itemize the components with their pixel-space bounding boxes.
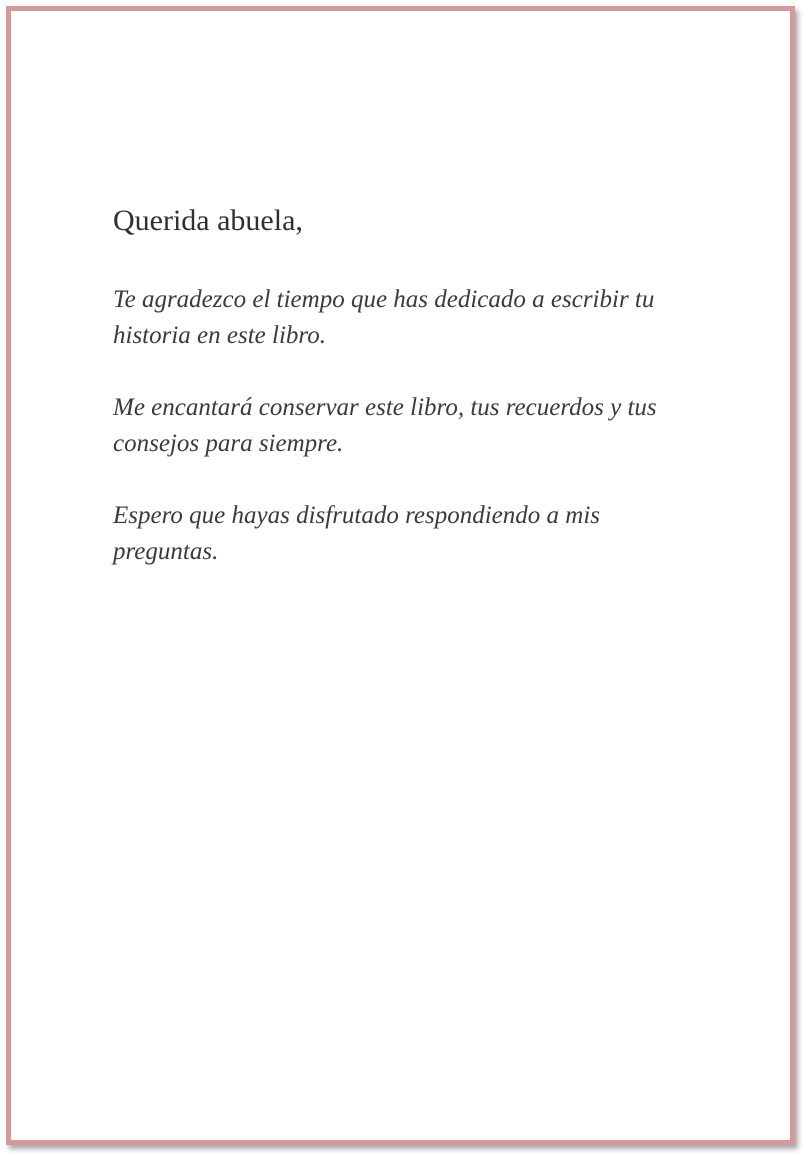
letter-paragraph-1: Te agradezco el tiempo que has dedicado a escribir tu historia en este libro.: [113, 286, 655, 349]
book-page: [6, 6, 795, 1145]
letter-body: [113, 204, 693, 570]
letter-paragraph-3: Espero que hayas disfrutado respondiendo a mis preguntas.: [113, 502, 601, 565]
letter-paragraph-2: Me encantará conservar este libro, tus recuerdos y tus consejos para siempre.: [113, 394, 657, 457]
letter-greeting: Querida abuela,: [113, 204, 303, 237]
